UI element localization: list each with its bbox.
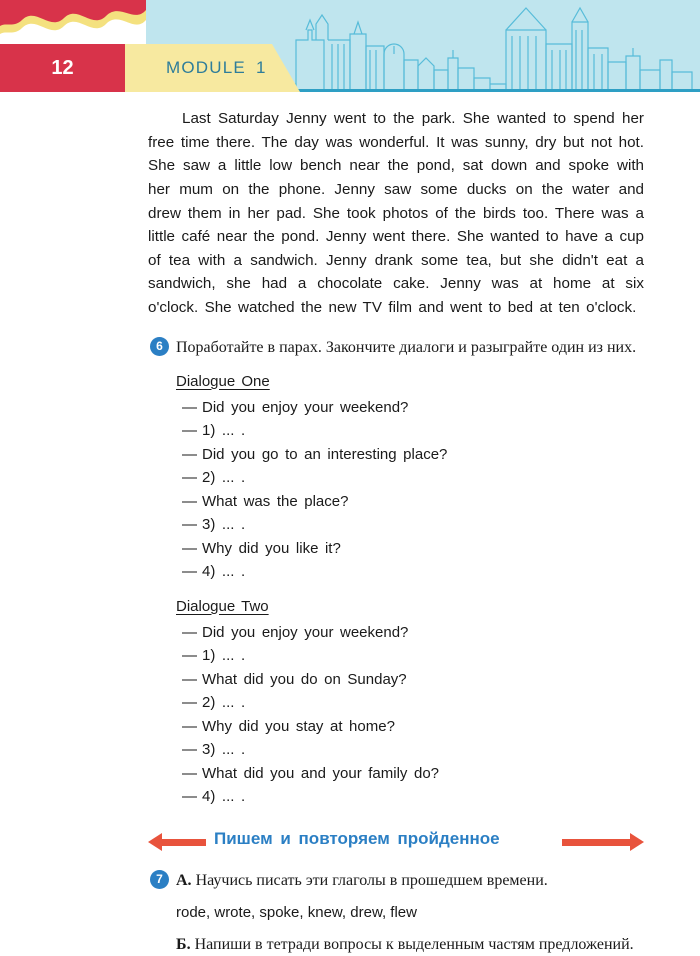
exercise-6-instruction: Поработайте в парах. Закончите диалоги и разыграйте один из них.: [176, 338, 637, 356]
exercise-6-number: 6: [150, 337, 169, 356]
banner-arrow-left-icon: [148, 833, 162, 851]
dialogue-two-title: Dialogue Two: [176, 597, 269, 615]
dialogue-line-text: 1) ... .: [202, 422, 246, 440]
dialogue-line-text: 2) ... .: [202, 469, 246, 487]
dialogue-line: — Why did you like it?: [182, 539, 341, 557]
banner-bar-left: [162, 839, 206, 846]
dialogue-line-text: What was the place?: [202, 492, 349, 510]
verb-list: rode, wrote, spoke, knew, drew, flew: [176, 903, 417, 921]
exercise-7-part-a: [176, 869, 644, 892]
dialogue-line: — What did you do on Sunday?: [182, 670, 407, 688]
dialogue-line: — 2) ... .: [182, 469, 246, 487]
exercise-7-part-a-label: А.: [176, 871, 192, 889]
section-title: Пишем и повторяем пройденное: [214, 828, 500, 848]
banner-arrow-right-icon: [630, 833, 644, 851]
dialogue-line: — Did you go to an interesting place?: [182, 445, 448, 463]
dialogue-line: — Did you enjoy your weekend?: [182, 398, 409, 416]
exercise-7-part-b-text: Напиши в тетради вопросы к выделенным частям предложений.: [194, 935, 634, 953]
dialogue-line: — 4) ... .: [182, 563, 246, 581]
dialogue-line-text: Did you enjoy your weekend?: [202, 623, 409, 641]
exercise-7-part-b-label: Б.: [176, 935, 191, 953]
dialogue-line-text: Why did you stay at home?: [202, 717, 395, 735]
reading-paragraph: [148, 107, 644, 319]
module-number: 1: [255, 58, 267, 77]
dialogue-line: — What was the place?: [182, 492, 349, 510]
dialogue-line-text: What did you and your family do?: [202, 764, 440, 782]
dialogue-line-text: 2) ... .: [202, 694, 246, 712]
dialogue-line: — 1) ... .: [182, 422, 246, 440]
dialogue-two-lines: [148, 621, 644, 809]
dialogue-line: — 3) ... .: [182, 516, 246, 534]
exercise-6: [156, 336, 644, 359]
exercise-7-part-b: [176, 933, 644, 956]
dialogue-line-text: 3) ... .: [202, 516, 246, 534]
dialogue-line-text: What did you do on Sunday?: [202, 670, 407, 688]
page-number: 12: [51, 57, 74, 79]
module-word: MODULE: [166, 58, 246, 77]
dialogue-line: — 4) ... .: [182, 788, 246, 806]
dialogue-line: — What did you and your family do?: [182, 764, 440, 782]
text-column: [148, 92, 644, 956]
dialogue-line: — 2) ... .: [182, 694, 246, 712]
dialogue-line: — Did you enjoy your weekend?: [182, 623, 409, 641]
scallop-decoration-icon: [0, 0, 146, 44]
reading-text: Last Saturday Jenny went to the park. She wanted to spend her free time there. The day was wonderful. It was sunny, dry but not hot. She saw a little low bench near the pond, sat down and spoke with her mum on the phone. Jenny saw some ducks on the water and drew them in her pad. She took photos of the birds too. There was a little café near the pond. Jenny went there. She wanted to have a cup of tea with a sandwich. Jenny drank some tea, but she didn't eat a sandwich, she had a chocolate cake. Jenny was at home at six o'clock. She watched the new TV film and went to bed at ten o'clock.: [148, 110, 644, 316]
module-label: [166, 44, 267, 92]
dialogue-one-title: Dialogue One: [176, 372, 270, 390]
page-header: [0, 0, 700, 92]
exercise-7-part-a-text: Научись писать эти глаголы в прошедшем времени.: [195, 871, 548, 889]
dialogue-line-text: Did you enjoy your weekend?: [202, 398, 409, 416]
exercise-7: [156, 869, 644, 892]
dialogue-line-text: 1) ... .: [202, 647, 246, 665]
dialogue-line: — 3) ... .: [182, 741, 246, 759]
dialogue-line-text: 4) ... .: [202, 563, 246, 581]
section-banner: [148, 829, 644, 855]
dialogue-line: — Why did you stay at home?: [182, 717, 395, 735]
banner-bar-right: [562, 839, 630, 846]
dialogue-line-text: 3) ... .: [202, 741, 246, 759]
exercise-7-number: 7: [150, 870, 169, 889]
dialogue-line-text: Why did you like it?: [202, 539, 341, 557]
dialogue-line: — 1) ... .: [182, 647, 246, 665]
dialogue-line-text: Did you go to an interesting place?: [202, 445, 448, 463]
dialogue-line-text: 4) ... .: [202, 788, 246, 806]
dialogue-one-lines: [148, 396, 644, 584]
